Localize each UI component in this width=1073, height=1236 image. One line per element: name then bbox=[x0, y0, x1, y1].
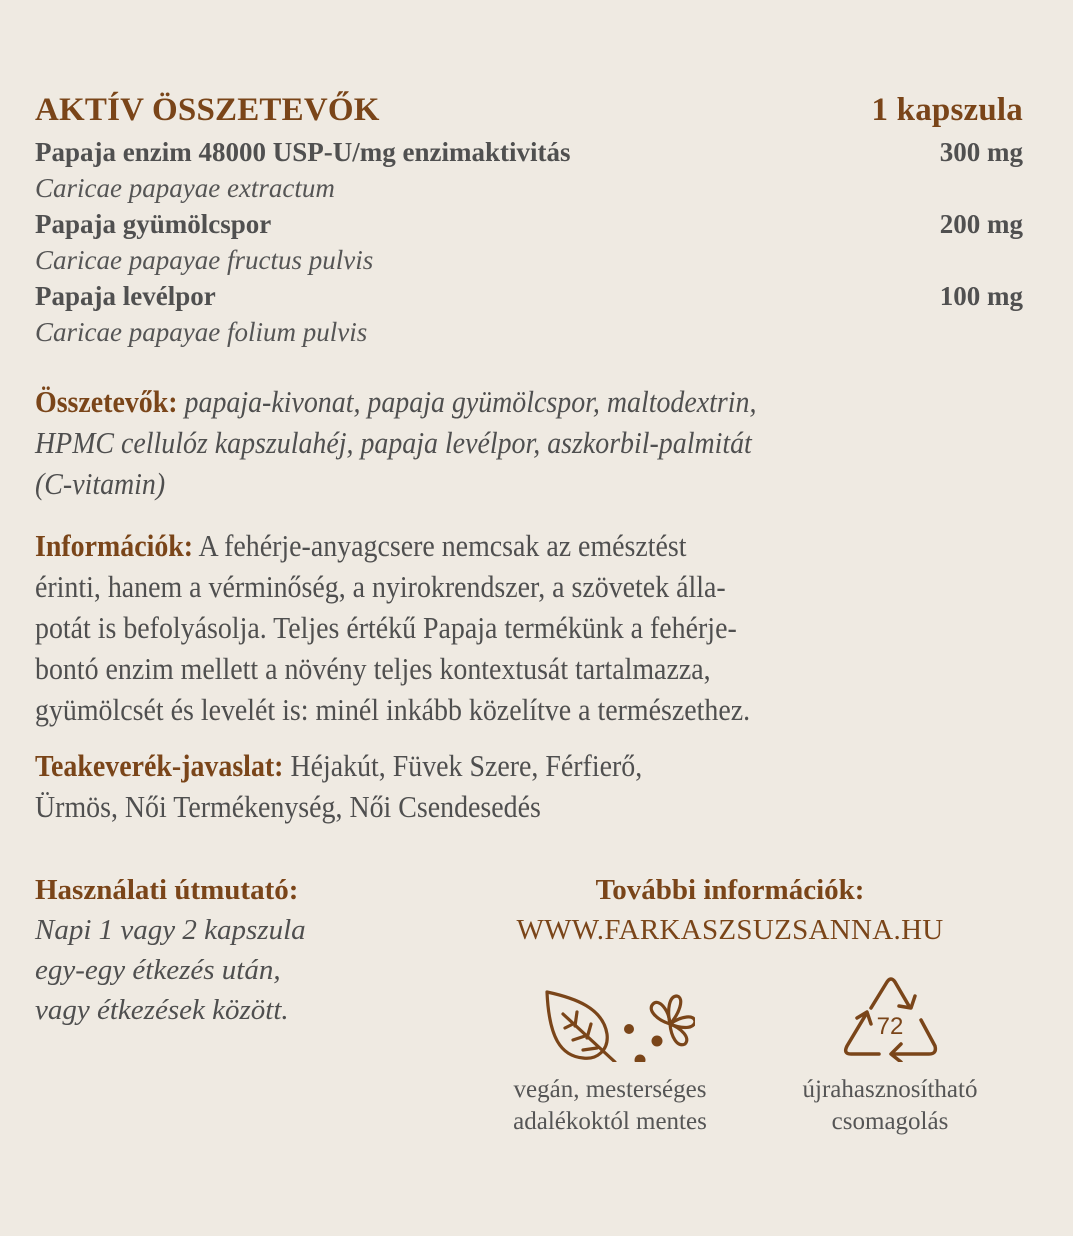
ingredient-row bbox=[35, 134, 1023, 170]
ingredient-row bbox=[35, 206, 1023, 242]
ingredient-latin-name: Caricae papayae extractum bbox=[35, 173, 335, 203]
usage-title: Használati útmutató: bbox=[35, 874, 299, 906]
more-info-title: További információk: bbox=[595, 874, 865, 906]
ingredient-latin-name: Caricae papayae folium pulvis bbox=[35, 317, 368, 347]
usage-text-line: egy-egy étkezés után, bbox=[35, 954, 281, 986]
product-label bbox=[35, 92, 1023, 1135]
information-text-line: bontó enzim mellett a növény teljes kontextusát tartalmazza, bbox=[35, 651, 711, 686]
tea-suggestion-section bbox=[35, 745, 935, 827]
information-text-line: gyümölcsét és levelét is: minél inkább közelítve a természethez. bbox=[35, 692, 751, 727]
information-text-line: A fehérje-anyagcsere nemcsak az emésztést bbox=[198, 528, 687, 563]
information-label: Információk: bbox=[35, 528, 194, 563]
tea-suggestion-label: Teakeverék-javaslat: bbox=[35, 748, 284, 783]
active-ingredients-title: AKTÍV ÖSSZETEVŐK bbox=[35, 92, 380, 128]
ingredient-latin-name: Caricae papayae fructus pulvis bbox=[35, 245, 374, 275]
badge-caption bbox=[755, 1074, 1025, 1138]
badges-row bbox=[475, 972, 1015, 1172]
information-section bbox=[35, 525, 1034, 730]
ingredient-name: Papaja levélpor bbox=[35, 281, 216, 311]
leaf-flower-icon bbox=[525, 972, 695, 1062]
information-text-line: potát is befolyásolja. Teljes értékű Papaja termékünk a fehérje- bbox=[35, 610, 737, 645]
ingredients-text-line: papaja-kivonat, papaja gyümölcspor, maltodextrin, bbox=[184, 384, 757, 419]
more-info-section bbox=[475, 870, 985, 950]
ingredients-label: Összetevők: bbox=[35, 384, 178, 419]
vegan-badge bbox=[475, 972, 745, 1138]
badge-caption bbox=[475, 1074, 745, 1138]
recycle-code: 72 bbox=[876, 1013, 904, 1040]
serving-size-label: 1 kapszula bbox=[871, 92, 1023, 128]
ingredient-name: Papaja gyümölcspor bbox=[35, 209, 272, 239]
active-ingredients-header bbox=[35, 92, 1023, 134]
usage-text-line: vagy étkezések között. bbox=[35, 994, 289, 1026]
badge-caption-line: adalékoktól mentes bbox=[513, 1108, 707, 1135]
ingredients-text-line: (C-vitamin) bbox=[35, 466, 166, 501]
usage-section bbox=[35, 870, 455, 1030]
recycle-icon bbox=[835, 972, 945, 1062]
badge-caption-line: csomagolás bbox=[831, 1108, 949, 1135]
tea-suggestion-text-line: Ürmös, Női Termékenység, Női Csendesedés bbox=[35, 789, 541, 824]
badge-caption-line: újrahasznosítható bbox=[802, 1076, 978, 1103]
tea-suggestion-text-line: Héjakút, Füvek Szere, Férfierő, bbox=[290, 748, 643, 783]
ingredient-amount: 200 mg bbox=[939, 209, 1023, 239]
usage-text-line: Napi 1 vagy 2 kapszula bbox=[35, 914, 306, 946]
ingredient-name: Papaja enzim 48000 USP-U/mg enzimaktivitás bbox=[35, 137, 571, 167]
ingredients-text-line: HPMC cellulóz kapszulahéj, papaja levélpor, aszkorbil-palmitát bbox=[35, 425, 752, 460]
ingredient-amount: 300 mg bbox=[939, 137, 1023, 167]
badge-caption-line: vegán, mesterséges bbox=[513, 1076, 707, 1103]
recycle-badge bbox=[755, 972, 1025, 1138]
active-ingredients-table bbox=[35, 92, 1023, 350]
ingredients-section bbox=[35, 381, 1025, 504]
website-link[interactable]: WWW.FARKASZSUZSANNA.HU bbox=[516, 914, 944, 946]
ingredient-amount: 100 mg bbox=[939, 281, 1023, 311]
ingredient-row bbox=[35, 278, 1023, 314]
information-text-line: érinti, hanem a vérminőség, a nyirokrendszer, a szövetek álla- bbox=[35, 569, 726, 604]
